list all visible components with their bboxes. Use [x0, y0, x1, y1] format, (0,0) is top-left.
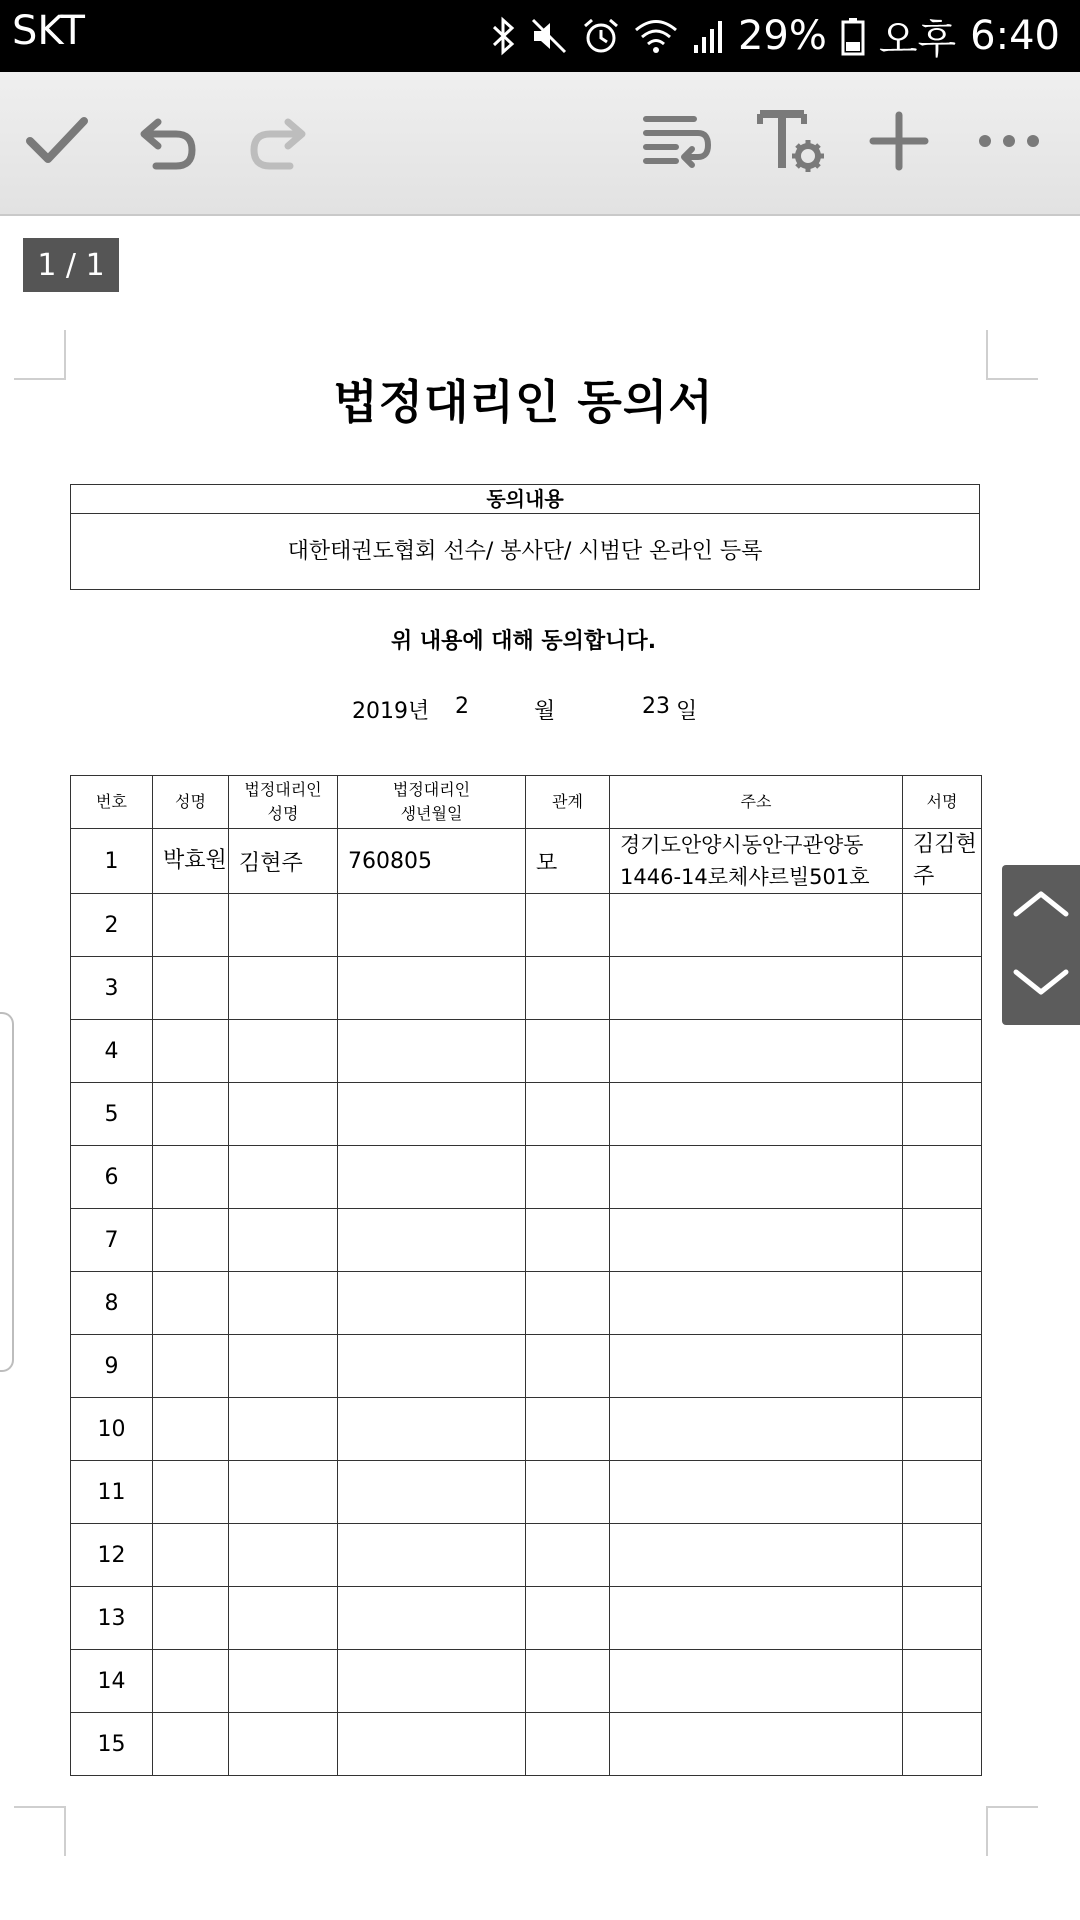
cell-number: 2 [71, 894, 153, 957]
battery-icon [841, 16, 865, 56]
reflow-button[interactable] [634, 100, 720, 186]
header-address: 주소 [610, 776, 903, 829]
cell-guardian-name [229, 1209, 338, 1272]
cell-guardian-name [229, 1020, 338, 1083]
cell-signature [903, 1020, 982, 1083]
cell-signature [903, 1398, 982, 1461]
cell-address [610, 1650, 903, 1713]
add-button[interactable] [856, 100, 942, 186]
document-title: 법정대리인 동의서 [333, 375, 714, 429]
crop-mark-bottom-left [14, 1806, 66, 1856]
cell-number: 7 [71, 1209, 153, 1272]
cell-address [610, 1272, 903, 1335]
cell-signature [903, 1209, 982, 1272]
undo-icon [138, 110, 200, 176]
chevron-down-icon [1012, 968, 1070, 1002]
cell-number: 8 [71, 1272, 153, 1335]
cell-number: 15 [71, 1713, 153, 1776]
cell-number: 6 [71, 1146, 153, 1209]
date-day: 23 [642, 694, 670, 719]
table-row [71, 1461, 982, 1524]
table-row [71, 1272, 982, 1335]
cell-address [610, 957, 903, 1020]
cell-relation [526, 1461, 610, 1524]
header-relation: 관계 [526, 776, 610, 829]
signal-icon [692, 17, 724, 55]
consent-box [70, 484, 980, 590]
cell-address [610, 1461, 903, 1524]
cell-guardian-birthdate [338, 1146, 526, 1209]
chevron-up-icon [1012, 888, 1070, 922]
cell-guardian-name [229, 1524, 338, 1587]
cell-name [153, 1335, 229, 1398]
add-icon [869, 111, 929, 175]
cell-guardian-birthdate [338, 1524, 526, 1587]
table-row [71, 1650, 982, 1713]
cell-guardian-birthdate [338, 1398, 526, 1461]
table-row [71, 894, 982, 957]
cell-guardian-name [229, 1650, 338, 1713]
header-guardian-birthdate: 법정대리인 생년월일 [338, 776, 526, 829]
text-format-icon [756, 108, 826, 178]
cell-name [153, 1083, 229, 1146]
cell-relation [526, 1398, 610, 1461]
wifi-icon [634, 17, 678, 55]
cell-signature [903, 1650, 982, 1713]
header-guardian-name: 법정대리인 성명 [229, 776, 338, 829]
undo-button[interactable] [126, 100, 212, 186]
cell-name [153, 1587, 229, 1650]
table-row [71, 957, 982, 1020]
cell-address [610, 1524, 903, 1587]
cell-guardian-birthdate [338, 894, 526, 957]
cell-guardian-name [229, 1713, 338, 1776]
cell-relation [526, 894, 610, 957]
cell-number: 11 [71, 1461, 153, 1524]
more-button[interactable] [966, 100, 1052, 186]
cell-address: 경기도안양시동안구관양동 1446-14로체샤르빌501호 [610, 829, 903, 894]
cell-signature [903, 1524, 982, 1587]
cell-number: 10 [71, 1398, 153, 1461]
cell-guardian-name [229, 1083, 338, 1146]
cell-name [153, 1146, 229, 1209]
cell-guardian-birthdate [338, 1335, 526, 1398]
cell-name [153, 894, 229, 957]
battery-percent: 29% [737, 13, 827, 59]
cell-name [153, 1209, 229, 1272]
crop-mark-bottom-right [986, 1806, 1038, 1856]
date-month-label: 월 [534, 699, 556, 724]
date-year: 2019년 [352, 699, 430, 724]
consent-header: 동의내용 [71, 485, 979, 514]
cell-relation [526, 1650, 610, 1713]
consent-text: 대한태권도협회 선수/ 봉사단/ 시범단 온라인 등록 [287, 539, 763, 564]
cell-relation [526, 957, 610, 1020]
table-header-row [71, 776, 982, 829]
header-name: 성명 [153, 776, 229, 829]
table-row [71, 1524, 982, 1587]
cell-name [153, 1524, 229, 1587]
cell-address [610, 1146, 903, 1209]
cell-relation [526, 1272, 610, 1335]
cell-signature [903, 1335, 982, 1398]
cell-signature [903, 1713, 982, 1776]
cell-name [153, 1461, 229, 1524]
cell-guardian-birthdate [338, 1587, 526, 1650]
cell-guardian-name [229, 1461, 338, 1524]
status-icons [490, 8, 1060, 64]
cell-number: 12 [71, 1524, 153, 1587]
table-body [71, 829, 982, 1776]
cell-name: 박효원 [153, 829, 229, 894]
page-nav [1002, 865, 1080, 1025]
cell-relation [526, 1524, 610, 1587]
cell-guardian-birthdate [338, 957, 526, 1020]
cell-signature: 김김현주 [903, 829, 982, 894]
cell-signature [903, 894, 982, 957]
cell-number: 9 [71, 1335, 153, 1398]
table-row [71, 1335, 982, 1398]
cell-relation [526, 1713, 610, 1776]
mute-icon [530, 17, 568, 55]
table-row [71, 1083, 982, 1146]
cell-number: 3 [71, 957, 153, 1020]
cell-relation: 모 [526, 829, 610, 894]
cell-name [153, 1713, 229, 1776]
cell-name [153, 1020, 229, 1083]
table-row [71, 1398, 982, 1461]
cell-number: 14 [71, 1650, 153, 1713]
cell-guardian-birthdate [338, 1209, 526, 1272]
cell-address [610, 1713, 903, 1776]
date-day-label: 일 [676, 699, 698, 724]
cell-number: 13 [71, 1587, 153, 1650]
cell-address [610, 1020, 903, 1083]
table-row [71, 1209, 982, 1272]
cell-relation [526, 1335, 610, 1398]
table-row [71, 829, 982, 894]
cell-guardian-birthdate [338, 1083, 526, 1146]
cell-relation [526, 1083, 610, 1146]
registration-table [70, 775, 982, 1776]
carrier-label: SKT [12, 8, 85, 54]
time-label: 6:40 [970, 13, 1060, 59]
reflow-icon [642, 111, 712, 175]
table-row [71, 1713, 982, 1776]
cell-name [153, 957, 229, 1020]
cell-guardian-birthdate [338, 1650, 526, 1713]
cell-address [610, 1587, 903, 1650]
cell-relation [526, 1209, 610, 1272]
cell-number: 5 [71, 1083, 153, 1146]
cell-address [610, 1209, 903, 1272]
more-icon [977, 131, 1041, 155]
cell-guardian-birthdate [338, 1461, 526, 1524]
editor-toolbar [0, 72, 1080, 216]
cell-relation [526, 1146, 610, 1209]
cell-guardian-name [229, 894, 338, 957]
cell-name [153, 1272, 229, 1335]
alarm-icon [582, 17, 620, 55]
cell-address [610, 1083, 903, 1146]
cell-signature [903, 1587, 982, 1650]
page-down-button[interactable] [1002, 945, 1080, 1025]
cell-guardian-name: 김현주 [229, 829, 338, 894]
redo-button[interactable] [234, 100, 320, 186]
cell-address [610, 1335, 903, 1398]
time-ampm: 오후 [878, 16, 957, 63]
cell-relation [526, 1020, 610, 1083]
cell-signature [903, 1461, 982, 1524]
cell-guardian-name [229, 1335, 338, 1398]
done-button[interactable] [14, 100, 100, 186]
table-row [71, 1020, 982, 1083]
table-row [71, 1587, 982, 1650]
cell-number: 4 [71, 1020, 153, 1083]
cell-guardian-birthdate: 760805 [338, 829, 526, 894]
cell-guardian-name [229, 1146, 338, 1209]
cell-guardian-name [229, 957, 338, 1020]
cell-guardian-birthdate [338, 1272, 526, 1335]
cell-signature [903, 1272, 982, 1335]
cell-address [610, 1398, 903, 1461]
redo-icon [246, 110, 308, 176]
cell-guardian-name [229, 1587, 338, 1650]
header-signature: 서명 [903, 776, 982, 829]
cell-number: 1 [71, 829, 153, 894]
status-bar [0, 0, 1080, 72]
cell-guardian-name [229, 1272, 338, 1335]
cell-signature [903, 1146, 982, 1209]
cell-guardian-birthdate [338, 1713, 526, 1776]
agree-statement: 위 내용에 대해 동의합니다. [390, 629, 657, 654]
cell-guardian-birthdate [338, 1020, 526, 1083]
cell-relation [526, 1587, 610, 1650]
check-icon [24, 113, 90, 173]
page-indicator: 1 / 1 [23, 238, 119, 292]
header-number: 번호 [71, 776, 153, 829]
page-up-button[interactable] [1002, 865, 1080, 945]
text-format-button[interactable] [748, 100, 834, 186]
cell-guardian-name [229, 1398, 338, 1461]
cell-signature [903, 1083, 982, 1146]
cell-name [153, 1650, 229, 1713]
cell-name [153, 1398, 229, 1461]
edge-panel-handle[interactable] [0, 1012, 14, 1372]
date-month: 2 [455, 694, 469, 719]
bluetooth-icon [490, 16, 516, 56]
cell-address [610, 894, 903, 957]
table-row [71, 1146, 982, 1209]
cell-signature [903, 957, 982, 1020]
